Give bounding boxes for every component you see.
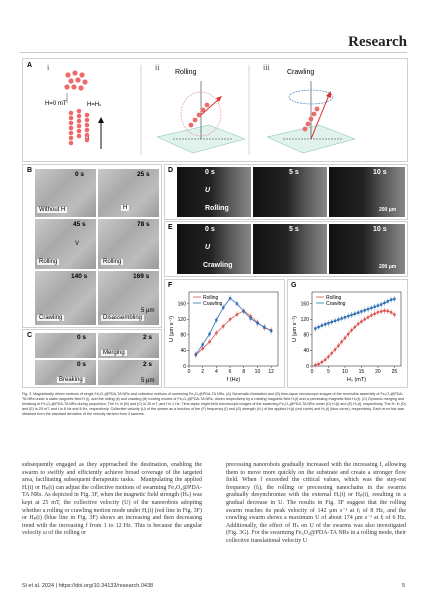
panel-d (164, 164, 408, 220)
scale-label-d: 200 μm (379, 207, 397, 213)
chart-f-ytick-label: 80 (180, 332, 186, 339)
chart-g-ytick-label: 40 (303, 348, 309, 355)
page-footer (22, 583, 405, 589)
chart-g-ytick-label: 120 (300, 317, 309, 324)
chart-g-point-crawling (340, 317, 342, 319)
chart-g-point-crawling (314, 327, 316, 329)
timestamp-c1: 0 s (77, 334, 87, 341)
body-text-right: precessing nanorobots gradually increased with the increasing f, allowing them to move more quickly on the substrate and create a stronger flow field. When f exceeded the critical values, which was the step-out frequency (fⱼ), the rolling or precessing nanochains in the swarms gradually desynchronize with the external Hᵣ(t) or Hₚ(t), resulting in a gradual decrease in U. The results in Fig. 3F suggest that the rolling swarm reaches its peak velocity of 142 μm s⁻¹ at fⱼ of 8 Hz, and the crawling swarm shows a maximum U of about 174 μm s⁻¹ at fⱼ of 6 Hz. Additionally, the effect of Hₛ on U of the swarms was also investigated (Fig. 3G). For the swarming Fe₃O₄@PDA-TA NRs in a rolling mode, their collective translational velocity U (226, 462, 406, 544)
chart-f-point-crawling (270, 330, 272, 332)
chart-g-point-rolling (370, 314, 373, 317)
label-rolling: Rolling (175, 69, 197, 76)
chart-g-point-rolling (393, 313, 396, 316)
footer-citation: Si et al. 2024 | https://doi.org/10.34133/research.0438 (22, 583, 154, 589)
micrograph-c1 (35, 333, 96, 358)
panel-b-label: B (27, 167, 33, 174)
chart-g-point-rolling (337, 344, 340, 347)
label-crawling-b: Crawling (39, 315, 63, 321)
label-h0: H=0 mT (45, 101, 67, 107)
chart-g-ytick-label: 160 (300, 301, 309, 308)
chart-f-ytick-label: 120 (177, 317, 186, 324)
chart-f (165, 280, 284, 387)
chart-g-point-rolling (357, 323, 360, 326)
chart-g-point-rolling (317, 363, 320, 366)
chart-g-point-rolling (334, 348, 337, 351)
mode-label-e: Crawling (203, 262, 233, 269)
panel-g-label: G (291, 282, 297, 289)
chart-g-series-line-rolling (315, 311, 394, 366)
chart-g-point-crawling (334, 320, 336, 322)
chart-g-point-rolling (363, 318, 366, 321)
chart-g-point-rolling (321, 361, 324, 364)
scale-label-b: 5 μm (141, 308, 155, 314)
chart-g-point-rolling (373, 313, 376, 316)
timestamp-b5: 140 s (71, 273, 88, 280)
chart-g-point-rolling (387, 310, 390, 313)
chart-g-point-crawling (393, 298, 395, 300)
chart-g-point-crawling (364, 309, 366, 311)
rolling-schematic (157, 81, 245, 153)
timestamp-c3: 0 s (77, 361, 87, 368)
chart-f-ytick-label: 160 (177, 301, 186, 308)
timestamp-b3: 45 s (73, 221, 86, 228)
chart-g-xtick-label: 0 (310, 369, 314, 375)
label-breaking: Breaking (59, 377, 83, 383)
chart-g-point-rolling (383, 309, 386, 312)
chart-f-point-rolling (215, 332, 218, 335)
chart-g-point-crawling (373, 306, 375, 308)
chart-g-point-rolling (344, 337, 347, 340)
timestamp-b2: 25 s (137, 171, 150, 178)
mode-label-d: Rolling (205, 205, 229, 212)
chart-g-point-crawling (347, 315, 349, 317)
chart-f-xtick-label: 6 (228, 369, 232, 375)
panel-f (164, 279, 285, 388)
chart-f-ytick-label: 40 (180, 348, 186, 355)
panel-b (22, 164, 162, 328)
chart-f-xtick-label: 10 (254, 369, 261, 375)
panel-a-schematic (23, 59, 407, 161)
panel-a-sub-iii: iii (263, 63, 270, 72)
timestamp-d2: 5 s (289, 169, 299, 176)
chart-g-point-rolling (377, 311, 380, 314)
chart-g-point-rolling (314, 364, 317, 367)
chart-g-point-rolling (390, 311, 393, 314)
chart-g-point-crawling (367, 308, 369, 310)
chart-f-point-crawling (195, 353, 197, 355)
chart-g (288, 280, 407, 387)
figure-caption: Fig. 3. Magnetically driven motions of single Fe₃O₄@PDA-TA NRs and collective motions of swarming Fe₃O₄@PDA-TA NRs. (A) Schematic illustration and (B) time-lapse microscopic images of the reversible assembly of Fe₃O₄@PDA-TA NRs under a static magnetic field H (i), and the rolling (ii) and crawling (iii) moving modes of Fe₃O₄@PDA-TA NRs, driven respectively by a rotating magnetic field Hᵣ(t) and a precessing magnetic field Hₚ(t). (C) Dynamic merging and breaking of Fe₃O₄@PDA-TA NRs during propulsion. The Hₛ in (B) and (C) is 25 mT, and f is 1 Hz. Time-lapse bright-field microscopic images of the swarming Fe₃O₄@PDA-TA NRs under (D) Hᵣ(t) and (E) Hₚ(t), respectively. The Hₛ in (D) and (E) is 25 mT, and f is 8 Hz and 6 Hz, respectively. Collective velocity (U) of the swarm as a function of the (F) frequency (f) and (G) strength (Hₛ) of the applied Hᵣ(t) (red curve) and Hₚ(t) (blue curve), respectively. Each error bar was obtained from the standard deviation of the velocity derived from 3 swarms. (22, 392, 406, 416)
label-hs: H=Hₛ (87, 102, 102, 108)
chart-g-point-crawling (321, 324, 323, 326)
panel-g (287, 279, 408, 388)
chart-g-point-crawling (380, 303, 382, 305)
chart-f-point-crawling (243, 310, 245, 312)
chart-g-point-crawling (354, 313, 356, 315)
chart-f-series-line-rolling (196, 311, 271, 355)
chart-g-point-rolling (360, 320, 363, 323)
chart-g-xtick-label: 25 (391, 369, 398, 375)
chart-f-point-rolling (236, 313, 239, 316)
velocity-u-d: U (205, 187, 211, 194)
chart-g-point-crawling (350, 314, 352, 316)
label-h-b: H (123, 205, 128, 211)
chart-g-point-crawling (327, 322, 329, 324)
chart-f-xtick-label: 4 (214, 369, 218, 375)
panel-c-label: C (27, 332, 33, 339)
scale-label-c: 5 μm (141, 378, 155, 384)
chart-g-point-crawling (324, 323, 326, 325)
panel-f-label: F (168, 282, 173, 289)
label-rolling-b1: Rolling (39, 259, 58, 265)
chart-f-point-crawling (256, 322, 258, 324)
chart-g-xtick-label: 10 (342, 369, 348, 375)
velocity-u-e: U (205, 244, 211, 251)
chain-3 (85, 113, 90, 143)
chart-g-ytick-label: 80 (303, 332, 309, 339)
chart-f-ylabel: U (μm s⁻¹) (169, 316, 175, 342)
page-number: 5 (401, 583, 405, 589)
label-merging: Merging (103, 350, 125, 356)
panel-a-sub-ii: ii (155, 63, 160, 72)
chart-f-point-crawling (215, 319, 217, 321)
chart-f-point-crawling (263, 326, 265, 328)
timestamp-d3: 10 s (373, 169, 387, 176)
label-crawling: Crawling (287, 69, 315, 76)
chart-f-ytick-label: 0 (183, 363, 186, 370)
timestamp-c4: 2 s (143, 361, 153, 368)
chart-f-point-crawling (249, 317, 251, 319)
chart-g-point-crawling (390, 299, 392, 301)
chart-g-point-rolling (340, 341, 343, 344)
label-disassembling: Disassembling (103, 315, 143, 321)
chart-g-ytick-label: 0 (306, 363, 309, 370)
chain-1 (69, 111, 74, 146)
chart-g-point-crawling (370, 307, 372, 309)
label-without-h: Without H (39, 207, 66, 213)
chart-g-ylabel: U (μm s⁻¹) (292, 316, 298, 342)
chart-f-xlabel: f (Hz) (226, 377, 241, 383)
chart-g-point-crawling (331, 321, 333, 323)
scale-label-e: 200 μm (379, 264, 397, 270)
chart-f-xtick-label: 2 (201, 369, 205, 375)
chain-2 (77, 109, 82, 139)
chart-g-point-rolling (324, 358, 327, 361)
chart-g-point-rolling (347, 333, 350, 336)
panel-a-label: A (27, 62, 33, 69)
page-header (20, 0, 407, 53)
chart-f-point-crawling (236, 302, 238, 304)
chart-g-point-rolling (330, 352, 333, 355)
chart-g-point-crawling (357, 311, 359, 313)
chart-f-xtick-label: 12 (268, 369, 274, 375)
chart-g-xtick-label: 15 (358, 369, 365, 375)
chart-g-xlabel: Hₛ (mT) (346, 377, 367, 383)
velocity-label-b: V (75, 241, 80, 247)
chart-g-point-crawling (344, 316, 346, 318)
chart-f-legend-label-crawling: Crawling (203, 300, 223, 307)
panel-e (164, 221, 408, 277)
chart-g-point-rolling (354, 326, 357, 329)
label-rolling-b2: Rolling (103, 259, 122, 265)
chart-g-point-rolling (380, 310, 383, 313)
chart-g-point-rolling (350, 329, 353, 332)
panel-e-label: E (168, 224, 173, 231)
timestamp-b4: 78 s (137, 221, 150, 228)
chart-g-xtick-label: 5 (327, 369, 330, 375)
timestamp-e3: 10 s (373, 226, 387, 233)
panel-a-sub-i: i (47, 63, 50, 72)
chart-g-point-crawling (337, 318, 339, 320)
chart-f-point-rolling (208, 341, 211, 344)
panel-c (22, 329, 162, 388)
chart-g-point-crawling (383, 302, 385, 304)
chart-f-point-rolling (222, 325, 225, 328)
chart-f-xtick-label: 8 (242, 369, 246, 375)
timestamp-c2: 2 s (143, 334, 153, 341)
chart-g-legend-label-crawling: Crawling (326, 300, 346, 307)
timestamp-d1: 0 s (205, 169, 215, 176)
timestamp-b6: 169 s (133, 273, 150, 280)
chart-g-xtick-label: 20 (375, 369, 381, 375)
timestamp-e1: 0 s (205, 226, 215, 233)
figure-3 (22, 58, 406, 386)
chart-f-xtick-label: 0 (187, 369, 191, 375)
chart-g-point-rolling (327, 355, 330, 358)
chart-f-point-crawling (229, 297, 231, 299)
body-text-left: subsequently engaged as they approached the destination, enabling the swarm to swiftly and efficiently achieve broad coverage of the targeted area, facilitating subsequent therapeutic tasks. Manipulating the applied Hᵣ(t) or Hₚ(t) can adjust the collective motions of swarming Fe₃O₄@PDA-TA NRs. As depicted in Fig. 3F, when the magnetic field strength (Hₛ) was kept at 25 mT, the collective velocity (U) of the nanorobots adopting whether a rolling or crawling motion mode under Hᵣ(t) (red line in Fig. 3F) or Hₚ(t) (blue line in Fig. 3F) shows an increasing and then decreasing trend with the increasing f from 1 to 12 Hz. This is because the angular velocity ω of the rolling or (22, 462, 203, 537)
chart-g-point-crawling (360, 310, 362, 312)
journal-title: Research (348, 34, 407, 50)
chart-g-legend-label-rolling: Rolling (326, 294, 342, 301)
chart-g-point-crawling (317, 326, 319, 328)
chart-g-point-crawling (387, 300, 389, 302)
chart-f-legend-label-rolling: Rolling (203, 294, 219, 301)
chart-f-point-crawling (208, 333, 210, 335)
timestamp-e2: 5 s (289, 226, 299, 233)
panel-d-label: D (168, 167, 174, 174)
chart-f-point-rolling (229, 318, 232, 321)
chart-g-point-crawling (377, 304, 379, 306)
crawling-schematic (267, 81, 355, 153)
chart-f-point-crawling (201, 343, 203, 345)
dispersed-particles (64, 70, 87, 90)
panel-a (22, 58, 408, 162)
chart-g-point-rolling (367, 316, 370, 319)
timestamp-b1: 0 s (75, 171, 85, 178)
